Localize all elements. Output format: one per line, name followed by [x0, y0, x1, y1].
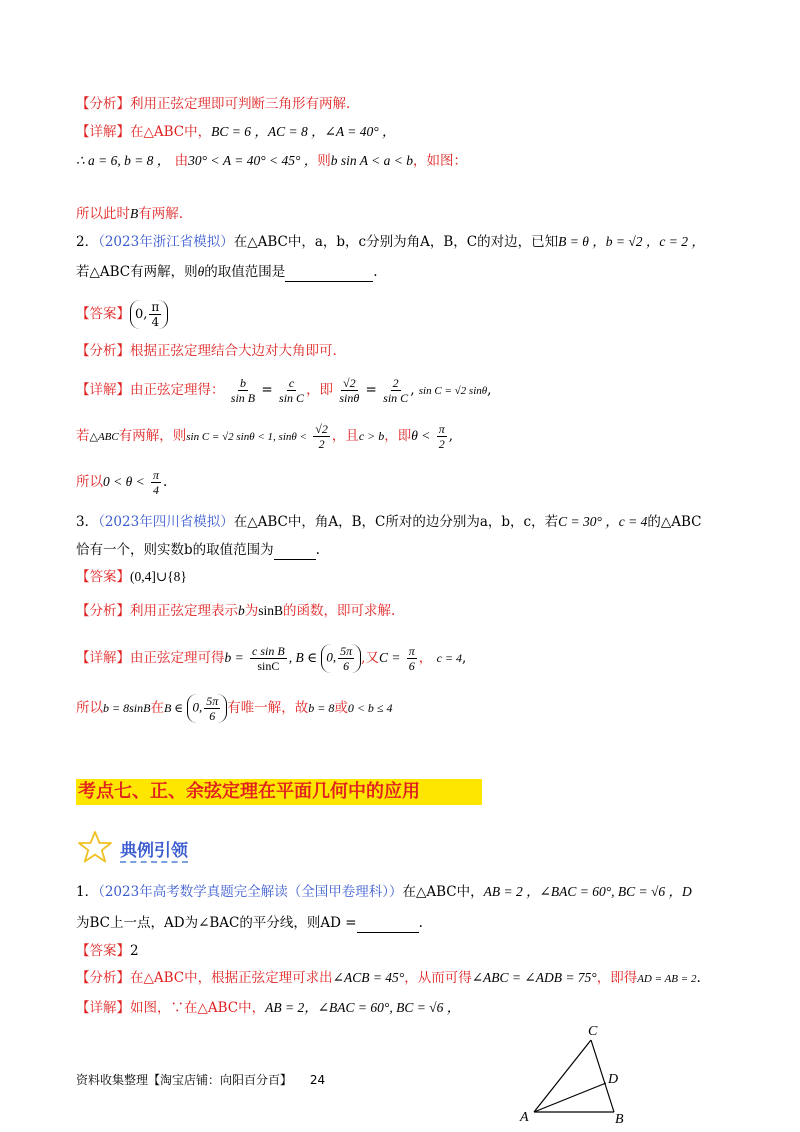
q2-f4-num: 2 [392, 376, 399, 390]
q2-detail2-theta: θ < [411, 428, 431, 443]
q3-answer-blank [274, 545, 316, 560]
q3-detail-b: b = [224, 650, 244, 665]
q2-stem1: 在△ABC中，a，b，c分别为角A，B，C的对边，已知 [233, 234, 559, 250]
q2-f2-den: sin C [279, 391, 305, 405]
top-detail1-math: BC = 6 ，AC = 8 ，∠A = 40° ， [211, 124, 396, 139]
q2-detail-line-2: 若△ABC有两解，则sin C = √2 sinθ < 1, sinθ < $\frac{√2}{2}$ ，且c > b，即θ < $\frac{\pi}{2}$ , [76, 422, 454, 451]
q2-detail2-math: sin C = √2 sinθ < 1, sinθ < [186, 431, 307, 443]
q2-detail2-tri: △ABC [89, 431, 119, 443]
q3-concl-p-den: 6 [209, 709, 216, 723]
e1-detail-b: AB = 2 [265, 1000, 305, 1015]
vertex-c-label: C [588, 1024, 598, 1039]
q3-analysis-c: 为 [244, 603, 259, 619]
q3-conclusion-line [76, 694, 393, 723]
q2-f7-num: π [153, 468, 160, 482]
q3-stem-line-2 [76, 540, 320, 560]
q2-detail2d: ，即 [384, 428, 412, 444]
q3-concl-paren-left: 0, [192, 699, 203, 715]
q3-detail-c: , B ∈ [288, 650, 318, 665]
q2-detail1: 由正弦定理得： [130, 382, 225, 398]
q2-concl-a: 所以 [76, 474, 103, 490]
top-detail1-text: 在△ABC中， [130, 124, 212, 140]
e1-stem1-math: AB = 2 ，∠BAC = 60°, BC = √6 ， [483, 884, 683, 899]
q3-concl-a: 所以 [76, 700, 103, 716]
q3-f2-den: 6 [408, 659, 415, 673]
q2-detail2c: ，且 [331, 428, 359, 444]
triangle-figure [518, 1015, 628, 1127]
detail-bracket: 【详解】 [76, 124, 130, 140]
q2-detail1-mid: ，即 [306, 382, 334, 398]
q2-stem1-math: B = θ ，b = √2 ，c = 2 ， [558, 234, 705, 249]
q2-f7-den: 4 [153, 483, 160, 497]
e1-number: 1． [76, 884, 99, 900]
e1-analysis-f: AD = AB = 2 [637, 973, 697, 985]
e1-detail-a: 如图，∵在△ABC中， [130, 1000, 266, 1016]
e1-stem-line-1 [76, 882, 692, 902]
side-ac [534, 1040, 591, 1112]
q3-concl-h: 0 < b ≤ 4 [347, 701, 393, 715]
q2-f5-num: √2 [315, 422, 328, 436]
q3-analysis-line [76, 601, 395, 621]
e1-analysis-a: 在△ABC中，根据正弦定理可求出 [130, 970, 333, 986]
q2-stem2-var: θ [197, 264, 205, 279]
e1-analysis-b: ∠ACB = 45° [332, 970, 405, 985]
vertex-b-label: B [615, 1112, 624, 1127]
q3-detail-f: ， [418, 650, 433, 666]
q2-stem2a: 若△ABC有两解，则 [76, 264, 198, 280]
top-detail-line-1 [76, 122, 396, 142]
q3-concl-g: 或 [334, 700, 348, 716]
e1-analysis-e: ，即得 [596, 970, 638, 986]
e1-source: （2023年高考数学真题完全解读（全国甲卷理科）） [98, 884, 403, 900]
q2-number: 2． [76, 234, 99, 250]
q2-f2-num: c [288, 376, 295, 390]
q3-paren-left: 0, [326, 649, 337, 665]
q3-concl-e: 有唯一解，故 [227, 700, 309, 716]
q2-f1-num: b [239, 376, 246, 390]
e1-detail-c: ，∠BAC = 60°, BC = √6 ， [304, 1000, 461, 1015]
q2-stem-line-2 [76, 262, 378, 282]
detail-bracket: 【详解】 [76, 382, 130, 398]
section-title: 考点七、正、余弦定理在平面几何中的应用 [76, 779, 482, 805]
e1-analysis-line [76, 968, 701, 989]
q2-conclusion-line: 所以0 < θ < $\frac{\pi}{4}$ . [76, 468, 168, 497]
q3-f1-num: c sin B [252, 644, 285, 658]
q3-detail-d: ,又 [361, 650, 379, 666]
q3-concl-c: 在 [150, 700, 164, 716]
top-conclusion-var: B [130, 206, 139, 221]
top-detail2-then: 则 [317, 153, 331, 169]
q3-answer: (0,4]∪{8} [130, 569, 187, 584]
q3-detail-g: c = 4 [436, 651, 462, 665]
answer-bracket: 【答案】 [76, 943, 130, 959]
q2-f4-den: sin C [383, 391, 409, 405]
q2-detail2b: 有两解，则 [118, 428, 187, 444]
q2-f1-den: sin B [230, 391, 256, 405]
example-title: 典例引领 [120, 836, 188, 863]
q2-detail1-tail: sin C = √2 sinθ [418, 385, 488, 397]
e1-analysis-g: . [696, 970, 701, 986]
analysis-bracket: 【分析】 [76, 603, 130, 619]
e1-stem2: 为BC上一点，AD为∠BAC的平分线，则AD = [76, 915, 357, 931]
e1-stem1-end: D [682, 884, 692, 899]
q3-p-num: 5π [340, 644, 353, 658]
q3-detail-e: C = [378, 650, 401, 665]
e1-answer-blank [357, 918, 419, 933]
q3-number: 3． [76, 514, 99, 530]
e1-stem-line-2 [76, 913, 423, 933]
q3-analysis-e: 的函数，即可求解. [283, 603, 396, 619]
q3-source: （2023年四川省模拟） [98, 514, 234, 530]
q2-f6-num: π [438, 422, 445, 436]
q3-stem1: 在△ABC中，角A，B，C所对的边分别为a，b，c，若 [233, 514, 559, 530]
top-conclusion-b: 有两解. [138, 206, 184, 222]
q3-analysis-a: 利用正弦定理表示 [130, 603, 238, 619]
q2-answer-blank [285, 267, 373, 282]
analysis-bracket: 【分析】 [76, 343, 130, 359]
q2-detail2-cb: c > b [358, 429, 385, 443]
top-detail2-math-a: ∴ a = 6, b = 8 ， [76, 153, 171, 168]
e1-answer: 2 [130, 943, 139, 959]
q3-stem2: 恰有一个，则实数b的取值范围为 [76, 542, 274, 558]
top-conclusion-a: 所以此时 [76, 206, 130, 222]
q2-f3-num: √2 [343, 376, 356, 390]
q3-detail-line: 【详解】由正弦定理可得b = $\frac{\text{c sin B}}{\sin C}$ , B ∈ 0, $\frac{5\pi}{6}$ ,又C = $\frac{\pi}{6}$ ， c = 4, [76, 644, 467, 673]
e1-stem2-end: . [418, 915, 423, 931]
q2-answer-line [76, 300, 168, 329]
q2-answer-left: 0, [135, 307, 148, 322]
q2-analysis-text: 根据正弦定理结合大边对大角即可. [130, 343, 337, 359]
q2-concl-math: 0 < θ < [103, 474, 145, 489]
q3-concl-b: b = 8sinB [103, 701, 151, 715]
q3-f1-den: sinC [257, 659, 280, 673]
q3-stem1-end: 的△ABC [647, 514, 702, 530]
q3-concl-d: B ∈ [163, 701, 184, 715]
q2-f3-den: sinθ [339, 391, 360, 405]
q3-concl-p-num: 5π [206, 694, 219, 708]
e1-analysis-d: ∠ABC = ∠ADB = 75° [471, 970, 597, 985]
top-detail2-math-b: 30° < A = 40° < 45° ， [188, 153, 318, 168]
q3-stem1-math: C = 30° ，c = 4 [558, 514, 648, 529]
q2-f5-den: 2 [318, 437, 325, 451]
top-detail-line-2 [76, 151, 467, 171]
detail-bracket: 【详解】 [76, 1000, 130, 1016]
answer-bracket: 【答案】 [76, 569, 130, 585]
q2-stem2b: 的取值范围是 [204, 264, 286, 280]
point-d-label: D [608, 1072, 619, 1087]
q2-stem2-end: . [373, 264, 378, 280]
e1-stem1: 在△ABC中， [402, 884, 484, 900]
answer-bracket: 【答案】 [76, 306, 130, 322]
q3-stem2-end: . [315, 542, 320, 558]
detail-bracket: 【详解】 [76, 650, 130, 666]
top-detail2-math-c: b sin A < a < b [330, 153, 413, 168]
q3-concl-f: b = 8 [308, 701, 335, 715]
q3-analysis-d: sinB [258, 603, 284, 618]
q3-p-den: 6 [343, 659, 350, 673]
q2-answer-num: π [151, 300, 160, 314]
q2-source: （2023年浙江省模拟） [98, 234, 234, 250]
vertex-a-label: A [520, 1110, 529, 1125]
q2-detail2a: 若 [76, 428, 90, 444]
top-analysis-line [76, 94, 350, 114]
top-conclusion-line [76, 204, 183, 224]
analysis-bracket: 【分析】 [76, 96, 130, 112]
q3-answer-line [76, 567, 187, 587]
q3-analysis-b: b [238, 603, 245, 618]
q2-detail-line-1: 【详解】由正弦定理得： $\frac{b}{\text{sin B}}$ = $\frac{c}{\text{sin C}}$ ，即 $\frac{√2}{\sin\theta}$ = $\frac{2}{\text{sin C}}$ , sin C = √2 sinθ, [76, 376, 492, 405]
page-footer [76, 1071, 325, 1088]
e1-answer-line [76, 941, 139, 961]
analysis-bracket: 【分析】 [76, 970, 130, 986]
q2-analysis-line [76, 341, 337, 361]
e1-analysis-c: ，从而可得 [404, 970, 472, 986]
star-outline-icon [76, 830, 114, 864]
top-analysis-text: 利用正弦定理即可判断三角形有两解. [130, 96, 351, 112]
q3-f2-num: π [408, 644, 415, 658]
q3-detail-a: 由正弦定理可得 [130, 650, 225, 666]
top-detail2-text: 由 [174, 153, 189, 169]
q2-answer-den: 4 [151, 315, 160, 329]
q3-stem-line-1 [76, 512, 701, 532]
q2-stem-line-1 [76, 232, 705, 252]
q2-answer-interval [130, 300, 168, 329]
footer-text: 资料收集整理【淘宝店铺：向阳百分百】 [76, 1073, 293, 1087]
top-detail2-end: ，如图： [413, 153, 467, 169]
page-number: 24 [309, 1073, 326, 1087]
q2-f6-den: 2 [438, 437, 445, 451]
e1-detail-line [76, 998, 460, 1018]
